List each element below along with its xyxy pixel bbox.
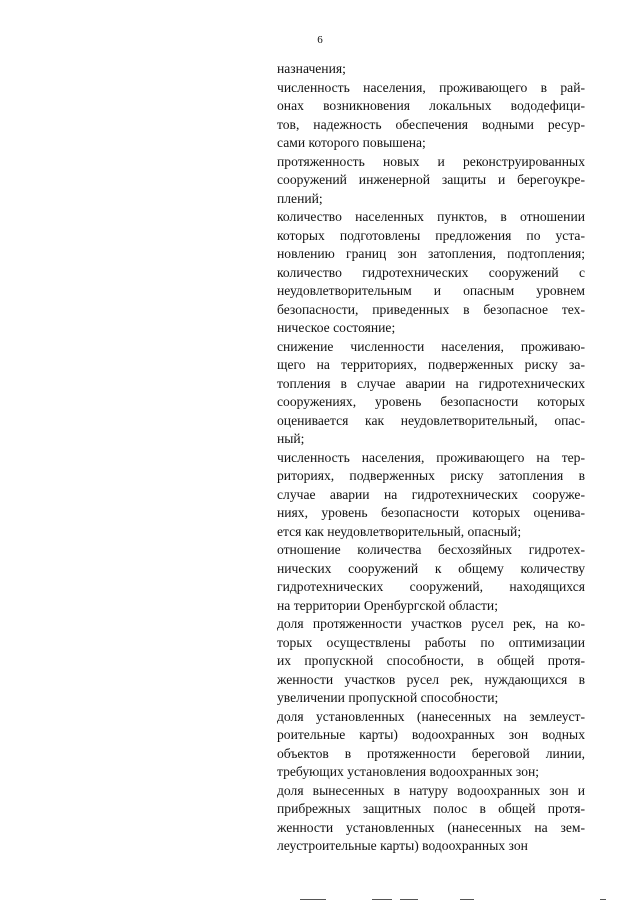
text-line: количество гидротехнических сооружений с (277, 264, 585, 280)
text-line: ется как неудовлетворительный, опасный; (277, 523, 522, 539)
page-number: 6 (317, 34, 323, 46)
text-line: доля вынесенных в натуру водоохранных зон и (277, 782, 585, 798)
text-line: требующих установления водоохранных зон; (277, 764, 540, 779)
text-line: ный; (277, 431, 305, 446)
text-line: назначения; (277, 61, 346, 76)
text-line: ниях, уровень безопасности которых оценива- (277, 505, 585, 520)
text-line: новлению границ зон затопления, подтопления; (277, 246, 585, 261)
text-line: торых осуществлены работы по оптимизации (277, 634, 585, 650)
text-line: численность населения, проживающего в рай- (277, 79, 585, 95)
text-line: протяженность новых и реконструированных (277, 153, 585, 169)
text-line: сооружений инженерной защиты и берегоукре- (277, 172, 585, 187)
text-line: сами которого повышена; (277, 135, 426, 150)
text-line: прибрежных защитных полос в общей протя- (277, 801, 585, 816)
text-line: доля установленных (нанесенных на землеуст- (277, 708, 585, 724)
text-line: гидротехнических сооружений, находящихся (277, 579, 585, 594)
text-line: доля протяженности участков русел рек, на ко- (277, 616, 585, 631)
text-line: плений; (277, 190, 323, 206)
text-line: их пропускной способности, в общей протя- (277, 653, 585, 668)
text-line: женности установленных (нанесенных на зем- (277, 819, 585, 835)
text-line: снижение численности населения, проживаю- (277, 338, 585, 354)
text-line: риториях, подверженных риску затопления в (277, 468, 585, 483)
text-line: роительные карты) водоохранных зон водных (277, 727, 585, 742)
text-line: сооружениях, уровень безопасности которых (277, 394, 585, 409)
text-line: леустроительные карты) водоохранных зон (277, 838, 528, 853)
text-line: на территории Оренбургской области; (277, 597, 498, 613)
text-line: топления в случае аварии на гидротехнических (277, 375, 585, 391)
text-line: тов, надежность обеспечения водными ресур- (277, 116, 585, 132)
text-line: женности участков русел рек, нуждающихся в (277, 671, 585, 687)
text-line: нических сооружений к общему количеству (277, 560, 585, 576)
text-line: онах возникновения локальных вододефици- (277, 98, 585, 113)
text-line: безопасности, приведенных в безопасное тех- (277, 301, 585, 317)
text-line: которых подготовлены предложения по уста- (277, 227, 585, 243)
text-line: ническое состояние; (277, 320, 396, 335)
footer-scan-marks (300, 899, 610, 903)
document-body (277, 60, 585, 856)
text-line: отношение количества бесхозяйных гидротех- (277, 542, 585, 557)
text-line: оценивается как неудовлетворительный, опас- (277, 412, 585, 428)
text-line: неудовлетворительным и опасным уровнем (277, 283, 585, 298)
text-line: щего на территориях, подверженных риску за- (277, 357, 585, 372)
text-line: случае аварии на гидротехнических сооруже- (277, 486, 585, 502)
text-line: увеличении пропускной способности; (277, 690, 499, 705)
text-line: количество населенных пунктов, в отношении (277, 209, 585, 224)
text-line: объектов в протяженности береговой линии, (277, 745, 585, 761)
text-line: численность населения, проживающего на тер- (277, 449, 585, 465)
